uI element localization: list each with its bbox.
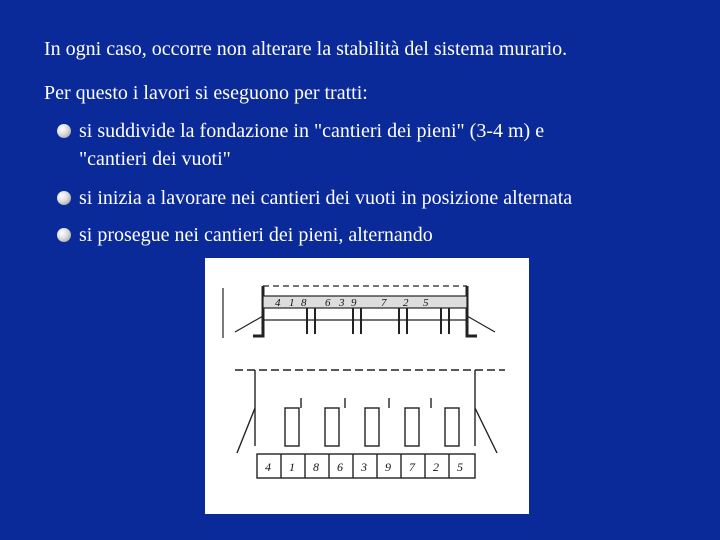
top-label: 5 — [423, 297, 429, 309]
subtitle-line: Per questo i lavori si eseguono per tratti: — [44, 82, 368, 104]
bottom-label: 8 — [313, 460, 319, 474]
bottom-label: 5 — [457, 460, 463, 474]
top-label: 8 — [301, 297, 307, 309]
top-label: 7 — [381, 297, 387, 309]
bottom-label: 3 — [361, 460, 367, 474]
top-label: 6 — [325, 297, 331, 309]
bullet-icon — [57, 124, 71, 138]
bullet-text: si suddivide la fondazione in "cantieri dei pieni" (3-4 m) e — [79, 120, 545, 142]
bottom-label: 4 — [265, 460, 271, 474]
bullet-icon — [57, 191, 71, 205]
bottom-label: 1 — [289, 460, 295, 474]
bottom-label: 6 — [337, 460, 343, 474]
top-label: 9 — [351, 297, 357, 309]
top-plan — [223, 286, 495, 338]
bottom-label: 9 — [385, 460, 391, 474]
bullet-text: si inizia a lavorare nei cantieri dei vuoti in posizione alternata — [79, 187, 573, 209]
bottom-label: 2 — [433, 460, 439, 474]
top-label: 2 — [403, 297, 409, 309]
top-label: 3 — [339, 297, 345, 309]
foundation-diagram-svg — [205, 258, 529, 514]
foundation-diagram — [205, 258, 529, 514]
top-label: 4 — [275, 297, 281, 309]
bullet-text-continued: "cantieri dei vuoti" — [79, 148, 231, 170]
bullet-icon — [57, 228, 71, 242]
bottom-elevation — [235, 370, 505, 478]
top-label: 1 — [289, 297, 295, 309]
bottom-label: 7 — [409, 460, 415, 474]
bullet-text: si prosegue nei cantieri dei pieni, alternando — [79, 224, 433, 246]
intro-line: In ogni caso, occorre non alterare la stabilità del sistema murario. — [44, 38, 568, 60]
bottom-labels — [265, 460, 463, 474]
